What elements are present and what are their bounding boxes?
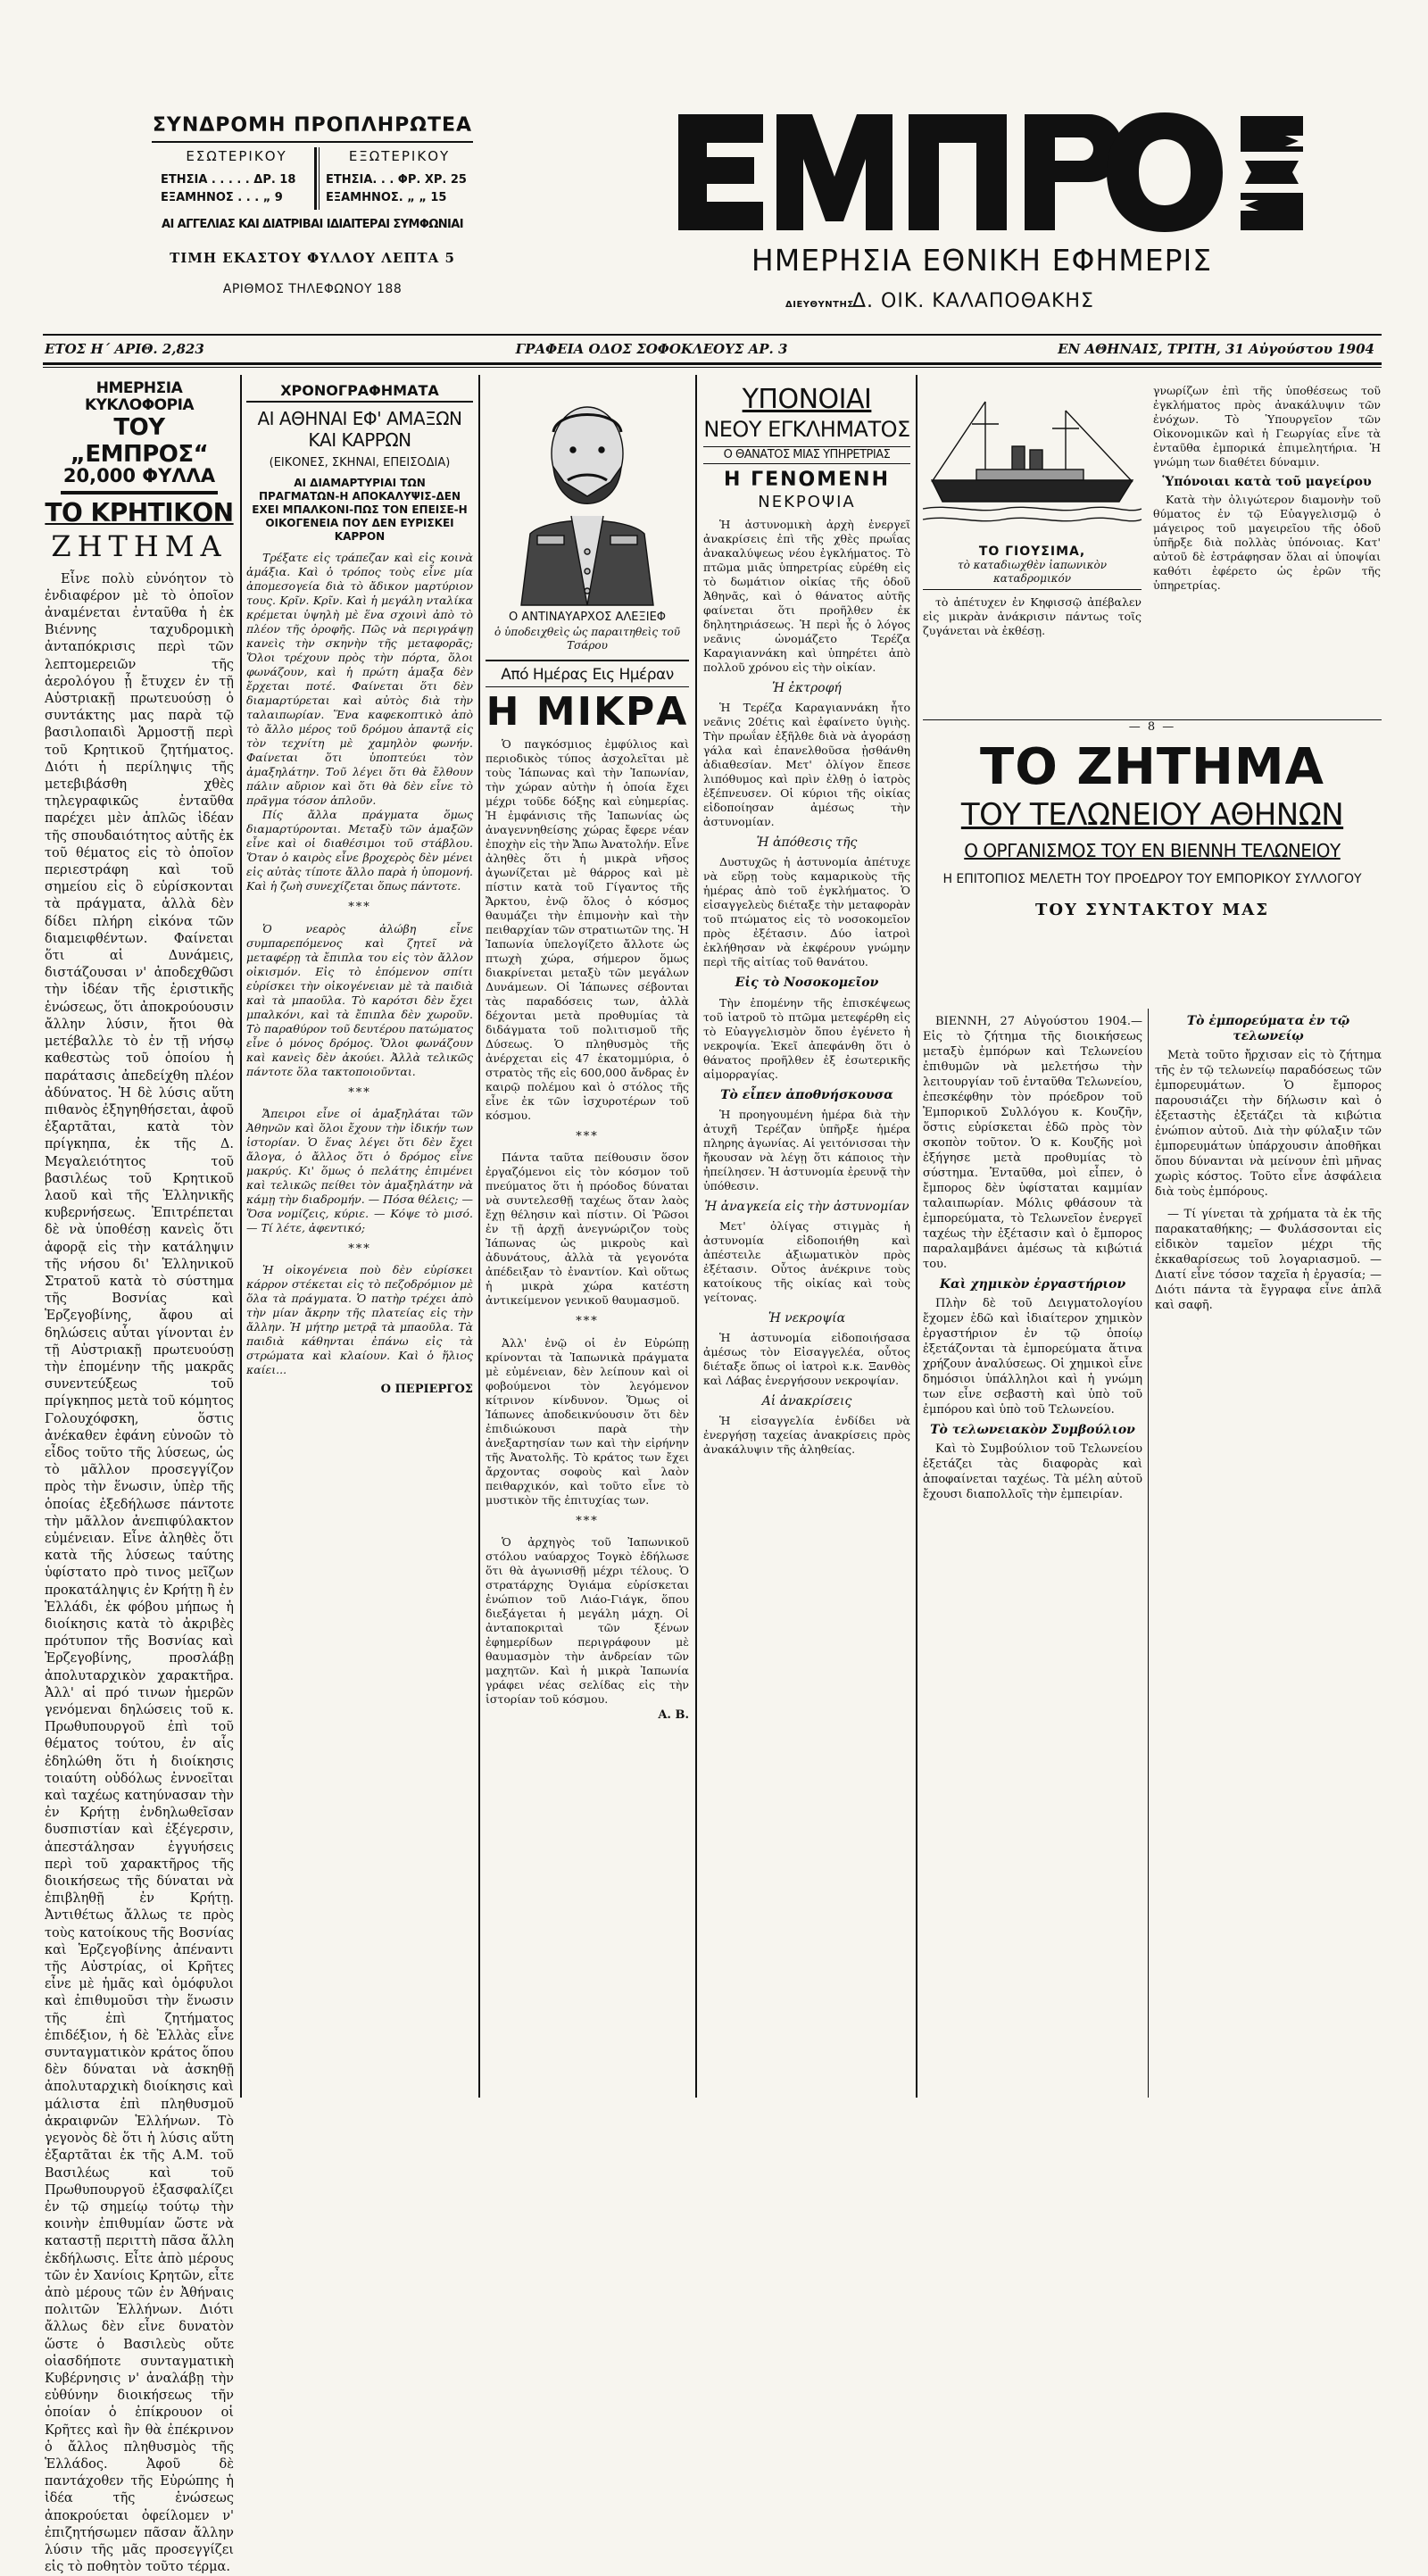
body-paragraph: Καὶ τὸ Συμβούλιον τοῦ Τελωνείου ἐξετάζει τὰς διαφορὰς καὶ ἀποφαίνεται ταχέως. Τὰ μέλη αὐτοῦ ἔχουσι διαπολλοῖς τὴν ἐμπειρίαν. bbox=[923, 1442, 1142, 1501]
director-name: Δ. ΟΙΚ. ΚΑΛΑΠΟΘΑΚΗΣ bbox=[852, 290, 1094, 312]
body-paragraph: Τὴν ἐπομένην τῆς ἐπισκέψεως τοῦ ἰατροῦ τὸ πτῶμα μετεφέρθη εἰς τὸ Εὐαγγελισμὸν ὅπου ἐγένετο ἡ νεκροψία. Ἐκεῖ ἀπεφάνθη ὅτι ὁ θάνατος προῆλθεν ἐξ ἐσωτερικῆς αἱμορραγίας. bbox=[703, 995, 910, 1081]
ads-notice: ΑΙ ΑΓΓΕΛΙΑΣ ΚΑΙ ΔΙΑΤΡΙΒΑΙ ΙΔΙΑΙΤΕΡΑΙ ΣΥΜΦΩΝΙΑΙ bbox=[161, 218, 463, 231]
subhead: Τὸ ἐμπορεύματα ἐν τῷ τελωνείῳ bbox=[1186, 1014, 1350, 1043]
body-paragraph: Ἀλλ' ἐνῷ οἱ ἐν Εὐρώπῃ κρίνονται τὰ Ἰαπωνικὰ πράγματα μὲ εὐμένειαν, δὲν λείπουν καὶ οἱ φοβούμενοι τὸν λεγόμενον κίτρινον κίνδυνον. Ὅμως οἱ Ἰάπωνες ἀποδεικνύουσιν ὅτι δὲν ἐπιδιώκουσι παρὰ τὴν ἀνεξαρτησίαν των καὶ τὴν εἰρήνην τῆς Ἀνατολῆς. Τὸ κράτος των ἔχει ἄρχοντας σοφοὺς καὶ λαὸν πειθαρχικόν, καὶ τοῦτο εἶνε τὸ μυστικὸν τῆς ἐπιτυχίας των. bbox=[486, 1335, 689, 1507]
body-paragraph: ΒΙΕΝΝΗ, 27 Αὐγούστου 1904.— Εἰς τὸ ζήτημα τῆς διοικήσεως μεταξὺ ἐμπόρων καὶ Τελωνείου ἐπιθυμῶν νὰ μελετήσω τὴν λειτουργίαν τοῦ ἐνταῦθα Τελωνείου, ἐπεσκέφθην τὸν πρόεδρον τοῦ Ἐμπορικοῦ Συλλόγου κ. Κουζῆν, ὅστις εὑρίσκεται ἐδῶ πρὸς τὸν σκοπὸν τοῦτον. Ὁ κ. Κουζῆς μοὶ ἐξήγησε μετὰ προθυμίας τὸ σύστημα. Ἐνταῦθα, μοὶ εἶπεν, ὁ ἔμπορος δὲν ὑφίσταται καμμίαν ταλαιπωρίαν. Μόλις φθάσουν τὰ ἐμπορεύματα, τὸ Τελωνεῖον ἐνεργεῖ ταχέως τὴν ἐξέτασιν καὶ ὁ ἔμπορος παραλαμβάνει ἀμέσως τὰ κιβώτιά του. bbox=[923, 1015, 1142, 1271]
subhead: Ἡ ἐκτροφή bbox=[772, 681, 842, 695]
headline-subtitle: (ΕΙΚΟΝΕΣ, ΣΚΗΝΑΙ, ΕΠΕΙΣΟΔΙΑ) bbox=[269, 456, 451, 470]
ship-illustration-block bbox=[923, 384, 1142, 638]
ornament-divider: — 8 — bbox=[923, 719, 1382, 734]
subhead: Ἡ νεκροψία bbox=[768, 1311, 846, 1326]
author-signature: Α. Β. bbox=[658, 1708, 689, 1722]
subhead: Καὶ χημικὸν ἐργαστήριον bbox=[939, 1277, 1126, 1292]
headline-cretan: ΤΟ ΚΡΗΤΙΚΟΝ bbox=[45, 497, 234, 528]
headline-new-crime: ΝΕΟΥ ΕΓΚΛΗΜΑΤΟΣ bbox=[703, 417, 910, 442]
separator-stars: *** bbox=[576, 1130, 599, 1144]
body-paragraph: Μετ' ὀλίγας στιγμὰς ἡ ἀστυνομία εἰδοποιήθη καὶ ἀπέστειλε ἀξιωματικὸν πρὸς ἐξέτασιν. Οὗτος ἀνέκρινε τοὺς κατοίκους τῆς οἰκίας καὶ τοὺς γείτονας. bbox=[703, 1219, 910, 1305]
phone-number: ΑΡΙΘΜΟΣ ΤΗΛΕΦΩΝΟΥ 188 bbox=[222, 282, 403, 296]
body-paragraph: Ἡ οἰκογένεια ποὺ δὲν εὑρίσκει κάρρον στέκεται εἰς τὸ πεζοδρόμιον μὲ ὅλα τὰ πράγματα. Ὁ πατὴρ τρέχει ἀπὸ τὴν μίαν ἄκρην τῆς πλατείας εἰς τὴν ἄλλην. Ἡ μήτηρ μετρᾷ τὰ μπαοῦλα. Τὰ παιδιὰ κάθηνται ἐπάνω εἰς τὰ στρώματα καὶ κλαίουν. Καὶ ὁ ἥλιος καίει... bbox=[246, 1263, 473, 1377]
separator-stars: *** bbox=[348, 901, 371, 915]
subhead: Εἰς τὸ Νοσοκομεῖον bbox=[735, 976, 879, 991]
subscription-domestic-label: ΕΣΩΤΕΡΙΚΟΥ bbox=[186, 148, 287, 164]
headline-carriages: ΑΙ ΑΘΗΝΑΙ ΕΦ' ΑΜΑΞΩΝ ΚΑΙ ΚΑΡΡΩΝ bbox=[257, 408, 462, 452]
domestic-six-month: ΕΞΑΜΗΝΟΣ . . . „ 9 bbox=[161, 191, 283, 204]
separator-stars: *** bbox=[348, 1085, 371, 1100]
issue-date: ΕΝ ΑΘΗΝΑΙΣ, ΤΡΙΤΗ, 31 Αὐγούστου 1904 bbox=[1058, 341, 1374, 357]
column-cretan-question bbox=[45, 379, 234, 2575]
body-paragraph: Ἡ ἀστυνομικὴ ἀρχὴ ἐνεργεῖ ἀνακρίσεις ἐπὶ τῆς χθὲς πρωΐας ἀνακαλύψεως νέου ἐγκλήματος. Τὸ πτῶμα μιᾶς ὑπηρετρίας εὑρέθη εἰς τὸ δωμάτιον οἰκίας τῆς ὁδοῦ Ἀθηνᾶς, καὶ ὁ θάνατος αὐτῆς φαίνεται ὅτι προῆλθεν ἐκ δηλητηριάσεως. Ἡ περὶ ἧς ὁ λόγος νεᾶνις ὠνομάζετο Τερέζα Καραγιαννάκη καὶ ὑπηρέτει ἀπὸ πολλοῦ χρόνου εἰς τὴν οἰκίαν. bbox=[703, 518, 910, 674]
body-paragraph: Ἡ ἀστυνομία εἰδοποιήσασα ἀμέσως τὸν Εἰσαγγελέα, οὗτος διέταξε ὅπως οἱ ἰατροὶ κ.κ. Ξανθὸς καὶ Λάβας ἐνεργήσουν νεκροψίαν. bbox=[703, 1331, 910, 1388]
subhead: Ὑπόνοιαι κατὰ τοῦ μαγείρου bbox=[1162, 475, 1372, 489]
separator-stars: *** bbox=[576, 1514, 599, 1528]
body-paragraph: Μετὰ τοῦτο ἤρχισαν εἰς τὸ ζήτημα τῆς ἐν τῷ τελωνείῳ παραδόσεως τῶν ἐμπορευμάτων. Ὁ ἔμπορος παρουσιάζει τὴν δήλωσιν καὶ ὁ ἐξεταστὴς ἐξετάζει τὰ κιβώτια ἐνώπιον αὐτοῦ. Διὰ τὴν φύλαξιν τῶν ἐμπορευμάτων ὑπάρχουσιν ἀποθῆκαι ὅπου δύνανται νὰ μείνουν ἐπὶ μῆνας χωρὶς κόστος. Τοῦτο εἶνε ἀσφάλεια διὰ τοὺς ἐμπόρους. bbox=[1155, 1049, 1382, 1199]
body-paragraph: Ὁ παγκόσμιος ἐμφύλιος καὶ περιοδικὸς τύπος ἀσχολεῖται μὲ τοὺς Ἰάπωνας καὶ τὴν Ἰαπωνίαν, τὴν χώραν αὐτὴν ἡ ὁποία ἔχει μέχρι τοῦδε δόξης καὶ εὐημερίας. Ἡ ἐμφάνισις τῆς Ἰαπωνίας ὡς ἀναγεννηθείσης χώρας ἔφερε νέαν ἐποχὴν εἰς τὴν Ἄπω Ἀνατολήν. Εἶνε ἀληθὲς ὅτι ἡ μικρὰ νῆσος ἀγωνίζεται μὲ θάρρος καὶ μὲ πίστιν κατὰ τοῦ Γίγαντος τῆς Ἄρκτου, ἐνῷ ὅλος ὁ κόσμος θαυμάζει τὴν ἐπιμονὴν καὶ τὴν πειθαρχίαν τῶν στρατιωτῶν της. Ἡ Ἰαπωνία ὑπελογίζετο ἄλλοτε ὡς πτωχὴ χώρα, σήμερον ὅμως διακρίνεται μεταξὺ τῶν μεγάλων Δυνάμεων. Οἱ Ἰάπωνες σέβονται τὰς παραδόσεις των, ἀλλὰ δέχονται μετὰ προθυμίας τὰ διδάγματα τοῦ πολιτισμοῦ τῆς Δύσεως. Ὁ πληθυσμὸς τῆς ἀνέρχεται εἰς 47 ἑκατομμύρια, ὁ στρατὸς τῆς εἰς 600,000 ἄνδρας ἐν καιρῷ πολέμου καὶ ὁ στόλος τῆς εἶνε ἐκ τῶν ἰσχυροτέρων τοῦ κόσμου. bbox=[486, 737, 689, 1123]
domestic-yearly: ΕΤΗΣΙΑ . . . . . ΔΡ. 18 bbox=[161, 173, 296, 187]
body-paragraph: Πίς ἄλλα πράγματα ὅμως διαμαρτύρονται. Μεταξὺ τῶν ἀμαξῶν εἶνε καὶ οἱ διαθέσιμοι τοῦ στάβλου. Ὅταν ὁ καιρὸς εἶνε βροχερὸς δὲν μένει εἰς αὐτὰς τίποτε ἄλλο παρὰ ἡ ὑπομονή. Καὶ ἡ ζωὴ συνεχίζεται ὅπως πάντοτε. bbox=[246, 808, 473, 893]
foreign-yearly: ΕΤΗΣΙΑ. . . ΦΡ. ΧΡ. 25 bbox=[326, 173, 467, 187]
subhead: Ἡ ἀπόθεσις τῆς bbox=[756, 835, 858, 851]
body-paragraph: Ὁ νεαρὸς ἀλώβη εἶνε συμπαρεπόμενος καὶ ζητεῖ νὰ μεταφέρῃ τὰ ἔπιπλα του εἰς τὸν ἄλλον οἰκισμόν. Εἰς τὸ ἑπόμενον σπίτι εὑρίσκει τὴν οἰκογένειαν μὲ τὰ παιδιὰ καὶ τὰ μπαοῦλα. Τὸ καρότσι δὲν ἔχει μπαλκόνι, καὶ τὰ ἔπιπλα δὲν χωροῦν. Τὸ παραθύρον τοῦ δευτέρου πατώματος εἶνε ὁ μόνος δρόμος. Ὅλοι φωνάζουν καὶ κανεὶς δὲν ἀκούει. Ἀλλὰ τελικῶς πάντοτε ὅλα τακτοποιοῦνται. bbox=[246, 921, 473, 1078]
circulation-count: 20,000 ΦΥΛΛΑ bbox=[62, 465, 216, 487]
body-paragraph: Ἄπειροι εἶνε οἱ ἀμαξηλάται τῶν Ἀθηνῶν καὶ ὅλοι ἔχουν τὴν ἰδικήν των ἱστορίαν. Ὁ ἕνας λέγει ὅτι δὲν ἔχει ἄλογα, ὁ ἄλλος ὅτι ὁ δρόμος εἶνε μακρύς. Κι' ὅμως ὁ πελάτης ἐπιμένει καὶ τελικῶς πείθει τὸν ἀμαξηλάτην νὰ κάμῃ τὴν διαδρομήν. — Πόσα θέλεις; — Ὅσα νομίζεις, κύριε. — Κόψε τὸ μισό. — Τί λέτε, ἀφεντικό; bbox=[246, 1106, 473, 1234]
body-paragraph: Ἡ Τερέζα Καραγιαννάκη ἦτο νεᾶνις 20έτις καὶ ἐφαίνετο ὑγιὴς. Τὴν πρωΐαν ἐξῆλθε διὰ νὰ ἀγοράσῃ γάλα καὶ ἐπανελθοῦσα ᾐσθάνθη ἀδιαθεσίαν. Μετ' ὀλίγον ἔπεσε λιπόθυμος καὶ πρὶν ἐλθῃ ὁ ἰατρὸς ἐξέπνευσεν. Οἱ κύριοι τῆς οἰκίας εἰδοποίησαν ἀμέσως τὴν ἀστυνομίαν. bbox=[703, 701, 910, 829]
body-paragraph: Ἡ προηγουμένη ἡμέρα διὰ τὴν ἀτυχῆ Τερέζαν ὑπῆρξε ἡμέρα πληρης ἀγωνίας. Αἱ γειτόνισσαι τὴν ἤκουσαν νὰ λέγῃ ὅτι κάποιος τὴν ἠπείλησεν. Ἡ ἀστυνομία ἐρευνᾷ τὴν ὑπόθεσιν. bbox=[703, 1107, 910, 1192]
article-body: Εἶνε πολὺ εὐνόητον τὸ ἐνδιαφέρον μὲ τὸ ὁποῖον ἀναμένεται ἐνταῦθα ἡ ἐκ Βιέννης ταχυδρομικὴ ἀνταπόκρισις περὶ τῶν λεπτομερειῶν τῆς ἀερολόγου ᾗ ἔτυχεν ἐν τῇ Αὐστριακῇ πρωτευούσῃ ὁ συντάκτης μας παρὰ τῷ βασιλοπαιδὶ Ἁρμοστῇ περὶ τοῦ Κρητικοῦ ζητήματος. Διότι ἡ περίληψις τῆς μετεβιβάσθη χθὲς τηλεγραφικῶς ἐνταῦθα παρέχει μὲν ἁπλῶς ἰδέαν τῆς σπουδαιότητος αὐτῆς ἐκ τοῦ θέματος εἰς τὸ ὁποῖον περιεστράφη καὶ τοῦ σημείου εἰς ὃ εὑρίσκονται τὰ πράγματα, ἀλλὰ δὲν δίδει πλήρη εἰκόνα τῶν διαμειφθέντων. Φαίνεται ὅτι αἱ Δυνάμεις, διστάζουσαι ν' ἀποδεχθῶσι τὴν ἰδέαν τῆς ἐριστικῆς ἑνώσεως, ὅτι ἀποκρούουσιν ἄλλην λύσιν, ἤτοι θὰ μετέβαλλε τὸ ἐν τῇ νήσῳ καθεστὼς τοῦ ὁποίου ἡ παράτασις ἀπεδείχθη πλέον ἀδύνατος. Ἡ δὲ λύσις αὕτη πιθανὸς ἐξηγηθήσεται, ἀφοῦ ἐξαρτᾶται, κατὰ τὸν πρίγκηπα, ἐκ τῆς Δ. Μεγαλειότητος τοῦ βασιλέως τοῦ Κρητικοῦ λαοῦ καὶ τῆς Ἑλληνικῆς κυβερνήσεως. Ἐπιτρέπεται δὲ νὰ ὑποθέσῃ κανεὶς ὅτι ἀφορᾷ εἰς τὴν κατάληψιν τῆς νήσου δι' Ἑλληνικοῦ Στρατοῦ κατὰ τὸ σύστημα τῆς Βοσνίας καὶ Ἑρζεγοβίνης, ἄφου αἱ δηλώσεις αὗται γίνονται ἐν τῇ Αὐστριακῇ πρωτευούσῃ τὴν ἐπομένην τῆς μακρᾶς συνεντεύξεως τοῦ πρίγκηπος μετὰ τοῦ κόμητος Γολουχόφσκη, ὅστις ἀνέκαθεν ἐφάνη εὐνοῶν τὸ εἶδος τοῦτο τῆς λύσεως, ὡς τὸ μᾶλλον προσεγγίζον πρὸς τὴν ἕνωσιν, ὑπὲρ τῆς ὁποίας ἐξεδήλωσε πάντοτε τὴν μᾶλλον ἀνεπιφύλακτον εὐμένειαν. Εἶνε ἀληθὲς ὅτι κατὰ τῆς λύσεως ταύτης ὑφίστατο πρὸ τινος μεῖζων προκατάληψις ἐν Κρήτῃ ἢ ἐν Ἑλλάδι, ἐκ φόβου μήπως ἡ διοίκησις κατὰ τὸ ἀκριβὲς πρότυπον τῆς Βοσνίας καὶ Ἑρζεγοβίνης, προσλάβῃ ἀπολυταρχικὸν χαρακτῆρα. Ἀλλ' αἱ πρό τινων ἡμερῶν γενόμεναι δηλώσεις τοῦ κ. Πρωθυπουργοῦ ἐπὶ τοῦ θέματος τούτου, ἐν αἷς ἐδηλώθη ὅτι ἡ διοίκησις τοιαύτη οὐδόλως ἐννοεῖται καὶ ταχέως κατηύνασαν τὴν ἐν Κρήτῃ ἐνδηλωθεῖσαν δυσπιστίαν καὶ ἐξέγερσιν, ἀπεστάλησαν ἐγγυήσεις περὶ τοῦ χαρακτῆρος τῆς διοικήσεως τῆς δύναται νὰ ἐπιβληθῇ ἐν Κρήτῃ. Ἀντιθέτως ἄλλως τε πρὸς τοὺς κατοίκους τῆς Βοσνίας καὶ Ἑρζεγοβίνης ἀπέναντι τῆς Αὐστρίας, οἱ Κρῆτες εἶνε μὲ ἡμᾶς καὶ ὁμόφυλοι καὶ ἐπιθυμοῦσι τὴν ἕνωσιν τῆς ἐπὶ ζητήματος ἐπιδέξιον, ἡ δὲ Ἑλλὰς εἶνε συνταγματικὸν κράτος ὅπου δὲν δύναται νὰ ἀσκηθῇ ἀπολυταρχικὴ διοίκησις καὶ μάλιστα ἐπὶ πληθυσμοῦ ἀκραιφνῶν Ἑλλήνων. Τὸ γεγονὸς δὲ ὅτι ἡ λύσις αὕτη ἐξαρτᾶται ἐκ τῆς Α.Μ. τοῦ Βασιλέως καὶ τοῦ Πρωθυπουργοῦ ἐξασφαλίζει ἐν τῷ σημείῳ τούτῳ τὴν κοινὴν ἐπιθυμίαν ὥστε νὰ καταστῇ περιττὴ πᾶσα ἄλλη ἐκδήλωσις. Εἶτε ἀπὸ μέρους τῶν ἐν Χανίοις Κρητῶν, εἶτε ἀπὸ μέρους τῶν ἐν Ἀθήναις πολιτῶν Ἑλλήνων. Διότι ἄλλως δὲν εἶνε δυνατὸν ὥστε ὁ Βασιλεὺς οὔτε οἱασδήποτε συνταγματικὴ Κυβέρνησις ν' ἀναλάβῃ τὴν εὐθύνην διοικήσεως τῆν ὁποίαν ὁ ἐπίκρουον οἱ Κρῆτες καὶ ἣν θὰ ἐπέκρινον ὁ ἄλλος πληθυσμὸς τῆς Ἑλλάδος. Ἀφοῦ δὲ παντάχοθεν τῆς Εὐρώπης ἡ ἰδέα τῆς ἑνώσεως ἀποκρούεται ὀφείλομεν ν' ἐπιζητήσωμεν πᾶσαν ἄλλην λύσιν τῆς μᾶς προσεγγίζει εἰς τὸ ποθητὸν τοῦτο τέρμα. bbox=[45, 571, 234, 2575]
headline-deck: ΑΙ ΔΙΑΜΑΡΤΥΡΙΑΙ ΤΩΝ ΠΡΑΓΜΑΤΩΝ-Η ΑΠΟΚΑΛΥΨΙΣ-ΔΕΝ ΕΧΕΙ ΜΠΑΛΚΟΝΙ-ΠΩΣ ΤΟΝ ΕΠΕΙΣΕ-Η ΟΙΚΟΓΕΝΕΙΑ ΠΟΥ ΔΕΝ ΕΥΡΙΣΚΕΙ ΚΑΡΡΟΝ bbox=[252, 477, 468, 544]
cook-suspicion-block bbox=[1153, 384, 1381, 593]
column-the-small-one bbox=[486, 382, 689, 2087]
body-paragraph: Πάντα ταῦτα πείθουσιν ὅσον ἐργαζόμενοι εἰς τὸν κόσμον τοῦ πνεύματος ὅτι ἡ πρόοδος δύναται νὰ συντελεσθῇ ταχέως ὅταν λαὸς ἔχῃ θέλησιν καὶ πίστιν. Οἱ Ῥῶσοι ἐν τῇ ἀρχῇ ἀνεγνώριζον τοὺς Ἰάπωνας ὡς μικροὺς καὶ ἀδυνάτους, ἀλλὰ τὰ γεγονότα ἀπέδειξαν τὸ ἐναντίον. Καὶ οὕτως ἡ μικρὰ χώρα κατέστη ἀντικείμενον γενικοῦ θαυμασμοῦ. bbox=[486, 1151, 689, 1308]
section-header: ΧΡΟΝΟΓΡΑΦΗΜΑΤΑ bbox=[246, 382, 473, 403]
headline-question: ΖΗΤΗΜΑ bbox=[51, 528, 228, 563]
body-paragraph: τὸ ἀπέτυχεν ἐν Κηφισσῷ ἀπέβαλεν εἰς μικρὰν ἀνάκρισιν πάντως τοῖς ζυγάνεται νὰ ἐκθέσῃ. bbox=[923, 595, 1142, 637]
office-address: ΓΡΑΦΕΙΑ ΟΔΟΣ ΣΟΦΟΚΛΕΟΥΣ ΑΡ. 3 bbox=[515, 341, 788, 357]
ship-caption-name: ΤΟ ΓΙΟΥΣΙΜΑ, bbox=[978, 544, 1086, 559]
series-title: Από Ημέρας Εις Ημέραν bbox=[486, 665, 689, 687]
body-paragraph: γνωρίζων ἐπὶ τῆς ὑποθέσεως τοῦ ἐγκλήματος πρὸς ἀνακάλυψιν τῶν ἐνόχων. Τὸ Ὑπουργεῖον τῶν Οἰκονομικῶν καὶ ἡ Γεωργίας εἶνε τὰ ἐνταῦθα ἐμπορικά ἐπιμελητήρια. Ἡ γνώμη των διαθέτει δύναμιν. bbox=[1153, 384, 1381, 469]
column-chronicles bbox=[246, 382, 473, 2087]
customs-body-right bbox=[1155, 1014, 1382, 2098]
newspaper-name bbox=[678, 205, 1303, 206]
body-paragraph: Πλὴν δὲ τοῦ Δειγματολογίου ἔχομεν ἐδῶ καὶ ἰδιαίτερον χημικὸν ἐργαστήριον ἐν τῷ ὁποίῳ ἐξετάζονται τὰ ἐμπορεύματα ἅτινα χρήζουν ἀναλύσεως. Οἱ χημικοὶ εἶνε δημόσιοι ὑπάλληλοι καὶ ἡ γνώμη των εἶνε σεβαστὴ καὶ ὑπὸ τοῦ ἐμπόρου καὶ ὑπὸ τοῦ Τελωνείου. bbox=[923, 1297, 1142, 1417]
body-paragraph: — Τί γίνεται τὰ χρήματα τὰ ἐκ τῆς παρακαταθήκης; — Φυλάσσονται εἰς εἰδικὸν ταμεῖον μέχρι τῆς ἐκκαθαρίσεως τοῦ λογαριασμοῦ. — Διατί εἶνε τόσον ταχεῖα ἡ ἐργασία; — Διότι πάντα τὰ ἔγγραφα εἶνε ἁπλᾶ καὶ σαφῆ. bbox=[1155, 1208, 1382, 1312]
body-paragraph: Ἡ εἰσαγγελία ἐνδίδει νὰ ἐνεργήσῃ ταχείας ἀνακρίσεις πρὸς ἀνακάλυψιν τῆς ἀληθείας. bbox=[703, 1414, 910, 1457]
headline-autopsy: ΝΕΚΡΟΨΙΑ bbox=[758, 493, 856, 511]
ship-caption-text: τὸ καταδιωχθὲν ἰαπωνικὸν καταδρομικόν bbox=[923, 559, 1142, 590]
body-paragraph: Τρέξατε εἰς τράπεζαν καὶ εἰς κοινὰ ἁμάξια. Καὶ ὁ τρόπος τοὺς εἶνε μία ἀπομεσογεία διὰ τὸ ἄδικον μαρτύριον τους. Κρῖν. Κρῖν. Καὶ ἡ μεγάλη νταλίκα κρέμεται ὑψηλὴ μὲ ἕνα σχοινὶ ἀπὸ τὸ πλέον τῆς ὀροφῆς. Πῶς νὰ περιγράψῃ κανεὶς τὴν σκηνὴν τῆς μεταφορᾶς; Ὅλοι τρέχουν πρὸς τὴν πόρτα, ὅλοι φωνάζουν, καὶ ἡ πρώτη ἁμαξα δὲν ἔρχεται ποτέ. Φαίνεται ὅτι δὲν διαμαρτύρεται καὶ αὐτὸς διὰ τὴν ταλαιπωρίαν. Ἕνα καφεκοπτικὸ ἀπὸ τὸ ἄλλο μέρος τοῦ δρόμου ἀπαντᾷ εἰς τὸν τεχνίτη μὲ χαμηλὸν φωνήν. Φαίνεται ὅτι ὑποπτεύει τὸν ἀμαξηλάτην. Τοῦ λέγει ὅτι θὰ ἔλθουν πάλιν αὔριον καὶ ὅτι θὰ δὲν εἶνε τὸ πρᾶγμα τόσον ἁπλοῦν. bbox=[246, 551, 473, 808]
separator-stars: *** bbox=[348, 1242, 371, 1256]
column-new-crime bbox=[703, 384, 910, 2089]
headline-death: Ο ΘΑΝΑΤΟΣ ΜΙΑΣ ΥΠΗΡΕΤΡΙΑΣ bbox=[703, 446, 910, 464]
headline-mikra: Η ΜΙΚΡΑ bbox=[486, 689, 689, 735]
headline-correspondent: ΤΟΥ ΣΥΝΤΑΚΤΟΥ ΜΑΣ bbox=[1034, 901, 1270, 919]
circulation-paper: ΤΟΥ „ΕΜΠΡΟΣ“ bbox=[70, 414, 209, 469]
subscription-title: ΣΥΝΔΡΟΜΗ ΠΡΟΠΛΗΡΩΤΕΑ bbox=[152, 114, 473, 137]
body-paragraph: Κατὰ τὴν ὀλιγώτερον διαμονὴν τοῦ θύματος ἐν τῷ Εὐαγγελισμῷ ὁ μάγειρος τοῦ μαγειρεῖου τῆς ὁδοῦ ὑπῆρξε διὰ πολλὰς ὑπόνοιας. Κατ' αὐτοῦ δὲ ἐστράφησαν ὅλαι αἱ ὑποψίαι καθότι ἐφέρετο ὡς ἐρῶν τῆς ὑπηρετρίας. bbox=[1153, 493, 1381, 592]
portrait-caption-name: Ο ΑΝΤΙΝΑΥΑΡΧΟΣ ΑΛΕΞΙΕΦ bbox=[508, 611, 667, 624]
subhead: Τὸ τελωνειακὸν Συμβούλιον bbox=[930, 1423, 1135, 1437]
foreign-six-month: ΕΞΑΜΗΝΟΣ. „ „ 15 bbox=[326, 191, 447, 204]
circulation-kicker: ΗΜΕΡΗΣΙΑ ΚΥΚΛΟΦΟΡΙΑ bbox=[84, 379, 195, 415]
portrait-illustration bbox=[486, 382, 689, 605]
tagline: ΗΜΕΡΗΣΙΑ ΕΘΝΙΚΗ ΕΦΗΜΕΡΙΣ bbox=[751, 243, 1213, 278]
portrait-caption-text: ὁ ὑποδειχθεὶς ὡς παραιτηθεὶς τοῦ Τσάρου bbox=[494, 626, 681, 652]
headline-athens-customs: ΤΟΥ ΤΕΛΩΝΕΙΟΥ ΑΘΗΝΩΝ bbox=[960, 797, 1344, 833]
director-label: ΔΙΕΥΘΥΝΤΗΣ bbox=[785, 300, 854, 310]
separator-stars: *** bbox=[576, 1315, 599, 1329]
subscription-foreign-label: ΕΞΩΤΕΡΙΚΟΥ bbox=[348, 148, 451, 164]
headline-local-study: Η ΕΠΙΤΟΠΙΟΣ ΜΕΛΕΤΗ ΤΟΥ ΠΡΟΕΔΡΟΥ ΤΟΥ ΕΜΠΟΡΙΚΟΥ ΣΥΛΛΟΓΟΥ bbox=[942, 872, 1362, 886]
newspaper-logo bbox=[669, 105, 1312, 239]
body-paragraph: Ὁ ἀρχηγὸς τοῦ Ἰαπωνικοῦ στόλου ναύαρχος Τογκὸ ἐδήλωσε ὅτι θὰ ἀγωνισθῇ μέχρι τέλους. Ὁ στρατάρχης Ὀγιάμα εὑρίσκεται ἐνώπιον τοῦ Λιάο-Γιάγκ, ὅπου διεξάγεται ἡ μεγάλη μάχη. Οἱ ἀνταποκριταὶ τῶν ξένων ἐφημερίδων περιγράφουν μὲ θαυμασμὸν τὴν ἀνδρείαν τῶν μαχητῶν. Καὶ ἡ μικρὰ Ἰαπωνία γράφει νέας σελίδας εἰς τὴν ἱστορίαν τοῦ κόσμου. bbox=[486, 1534, 689, 1706]
headline-performed: Η ΓΕΝΟΜΕΝΗ bbox=[724, 469, 890, 491]
headline-vienna-customs: Ο ΟΡΓΑΝΙΣΜΟΣ ΤΟΥ ΕΝ ΒΙΕΝΝΗ ΤΕΛΩΝΕΙΟΥ bbox=[964, 840, 1341, 861]
price-notice: ΤΙΜΗ ΕΚΑΣΤΟΥ ΦΥΛΛΟΥ ΛΕΠΤΑ 5 bbox=[170, 250, 455, 266]
subhead: Ἡ ἀναγκεία εἰς τὴν ἀστυνομίαν bbox=[704, 1199, 909, 1214]
body-paragraph: Δυστυχῶς ἡ ἀστυνομία ἀπέτυχε νὰ εὕρῃ τοὺς καμαρικοὺς τῆς ἡμέρας ἀπὸ τοῦ ἐγκλήματος. Ὁ εἰσαγγελεὺς διέταξε τὴν μεταφορὰν τοῦ πτώματος εἰς τὸ νοσοκομεῖον πρὸς ἐξέτασιν. Δύο ἰατροὶ ἐκλήθησαν νὰ ἐκφέρουν γνώμην περὶ τῆς αἰτίας τοῦ θανάτου. bbox=[703, 855, 910, 969]
headline-question-customs: ΤΟ ΖΗΤΗΜΑ bbox=[980, 738, 1324, 796]
issue-number: ΕΤΟΣ Η΄ ΑΡΙΘ. 2,823 bbox=[45, 341, 204, 357]
customs-headline-block bbox=[923, 714, 1382, 921]
warship-illustration bbox=[923, 384, 1142, 544]
subhead: Τὸ εἶπεν ἀποθνήσκουσα bbox=[720, 1087, 893, 1102]
customs-body-left bbox=[923, 1014, 1142, 2098]
author-signature: Ο ΠΕΡΙΕΡΓΟΣ bbox=[380, 1383, 473, 1397]
subhead: Αἱ ἀνακρίσεις bbox=[761, 1394, 852, 1409]
headline-suspicions: ΥΠΟΝΟΙΑΙ bbox=[742, 384, 872, 415]
